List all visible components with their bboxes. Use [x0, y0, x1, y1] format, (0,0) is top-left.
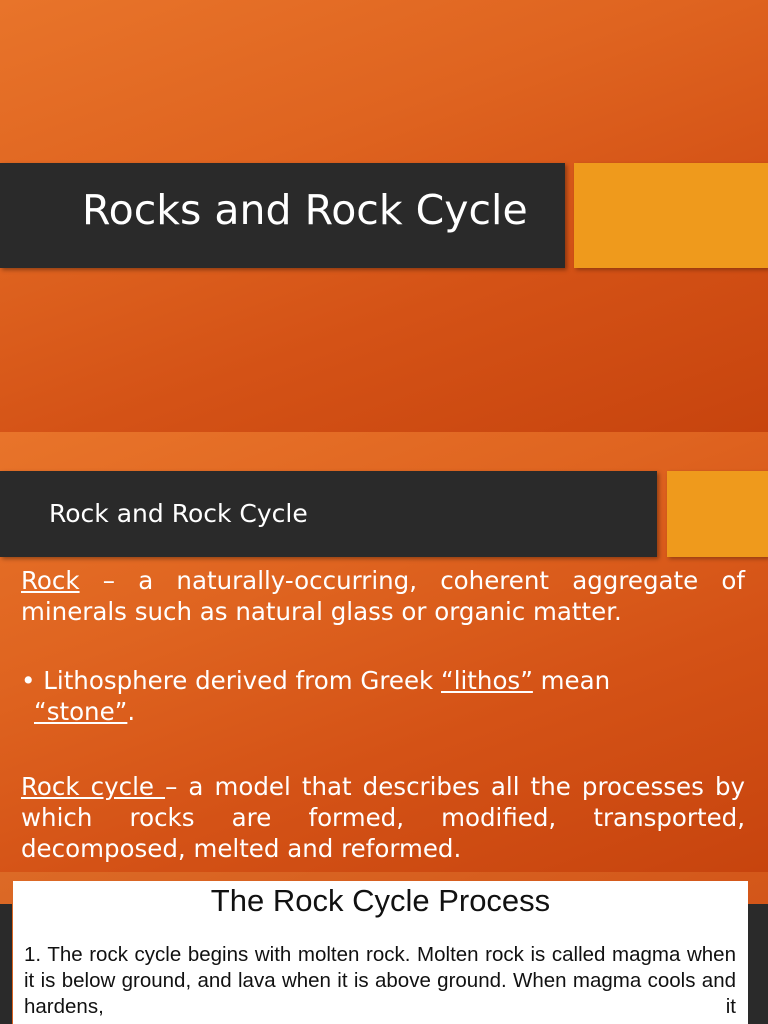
rock-cycle-definition-text: – a model that describes all the processes by which rocks are formed, modified, transported, decomposed, melted and reformed.	[21, 772, 746, 863]
image-paragraph: 1. The rock cycle begins with molten rock. Molten rock is called magma when it is below ground, and lava when it is above ground. When magma cools and hardens, it	[24, 943, 736, 1018]
rock-cycle-definition-paragraph	[21, 771, 745, 864]
slide-title: Rocks and Rock Cycle	[82, 186, 528, 234]
process-slide	[0, 872, 768, 1024]
rock-cycle-term: Rock cycle	[21, 772, 166, 801]
litho-end-text: .	[127, 697, 136, 726]
rock-cycle-process-image	[13, 881, 748, 1024]
title-banner-right	[748, 904, 768, 1024]
litho-mean-text: mean	[532, 666, 611, 695]
accent-block	[574, 163, 768, 268]
litho-text: Lithosphere derived from Greek	[35, 666, 441, 695]
accent-block	[667, 471, 768, 557]
title-slide	[0, 0, 768, 432]
slide-heading: Rock and Rock Cycle	[49, 499, 308, 528]
rock-term: Rock	[21, 566, 80, 595]
lithos-term: “lithos”	[441, 666, 533, 695]
lithosphere-bullet	[21, 665, 745, 727]
definition-slide	[0, 432, 768, 872]
rock-definition-text: – a naturally-occurring, coherent aggregate of minerals such as natural glass or organic matter.	[21, 566, 745, 626]
rock-definition-paragraph	[21, 565, 745, 627]
title-banner-left	[0, 904, 12, 1024]
image-title: The Rock Cycle Process	[210, 883, 551, 918]
bullet-icon: •	[21, 666, 36, 695]
stone-term: “stone”	[34, 697, 128, 726]
